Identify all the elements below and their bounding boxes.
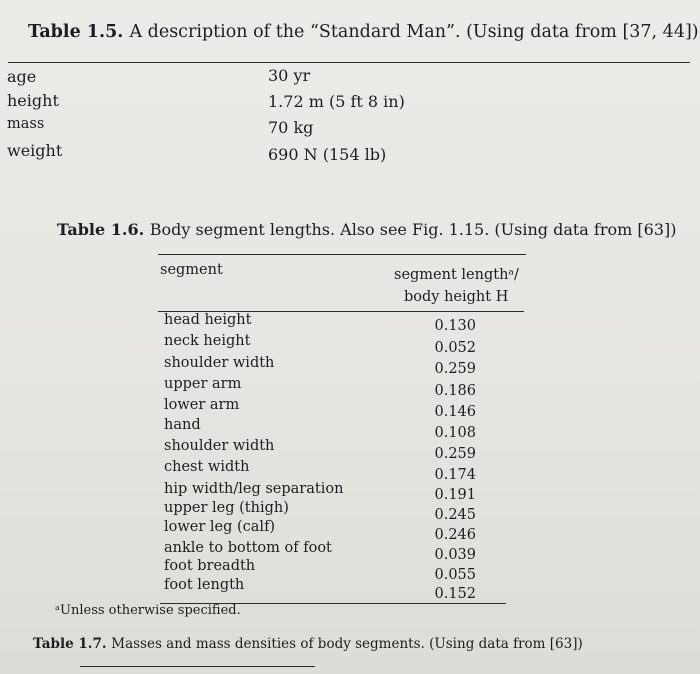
table-1-7-title: [33, 636, 583, 652]
table-1-6-footnote: ᵃUnless otherwise specified.: [55, 603, 241, 618]
segment-ratio: 0.259: [434, 361, 476, 377]
segment-ratio: 0.146: [434, 404, 476, 420]
segment-name: lower leg (calf): [164, 519, 276, 535]
table-1-5-row-value: 1.72 m (5 ft 8 in): [268, 92, 405, 111]
segment-ratio: 0.259: [434, 446, 476, 462]
table-1-6-title: [57, 220, 676, 239]
table-1-5-row-value: 70 kg: [268, 118, 314, 137]
table-1-5-row-label: weight: [7, 141, 63, 160]
table-1-5-label: Table 1.5.: [28, 22, 124, 42]
table-1-5-title: [28, 22, 699, 42]
table-1-5-row-value: 30 yr: [268, 66, 311, 85]
segment-name: head height: [164, 312, 252, 328]
segment-ratio: 0.052: [434, 340, 476, 356]
segment-column-header: segment: [160, 262, 223, 278]
segment-ratio: 0.152: [434, 586, 476, 602]
segment-ratio: 0.186: [434, 383, 476, 399]
table-1-7-label: Table 1.7.: [33, 636, 107, 652]
table-1-5-row-value: 690 N (154 lb): [268, 145, 387, 164]
segment-name: chest width: [164, 459, 250, 475]
segment-name: shoulder width: [164, 355, 275, 371]
length-column-header-line1: segment lengthᵃ/: [394, 267, 519, 283]
length-column-header-line2: body height H: [404, 289, 509, 305]
segment-name: foot length: [164, 577, 245, 593]
table-1-6-caption: Body segment lengths. Also see Fig. 1.15. (Using data from [63]): [149, 220, 677, 239]
segment-name: foot breadth: [164, 558, 256, 574]
segment-name: ankle to bottom of foot: [164, 540, 332, 556]
table-1-6-label: Table 1.6.: [57, 220, 145, 239]
segment-ratio: 0.108: [434, 425, 476, 441]
segment-name: upper arm: [164, 376, 242, 392]
segment-ratio: 0.055: [434, 567, 476, 583]
table-1-5-row-label: height: [7, 91, 59, 110]
segment-name: shoulder width: [164, 438, 275, 454]
segment-ratio: 0.245: [434, 507, 476, 523]
segment-ratio: 0.191: [434, 487, 476, 503]
segment-ratio: 0.130: [434, 318, 476, 334]
segment-ratio: 0.174: [434, 467, 476, 483]
table-1-5-row-label: mass: [7, 116, 45, 132]
segment-name: upper leg (thigh): [164, 500, 289, 516]
table-1-5-caption: A description of the “Standard Man”. (Using data from [37, 44]): [129, 22, 699, 42]
table-1-6-top-rule: [158, 254, 526, 255]
segment-ratio: 0.246: [434, 527, 476, 543]
table-1-7-caption: Masses and mass densities of body segments. (Using data from [63]): [111, 636, 583, 652]
table-1-7-rule: [80, 666, 315, 667]
table-1-5-row-label: age: [7, 67, 37, 86]
table-1-5-rule: [8, 62, 690, 63]
segment-name: hand: [164, 417, 201, 433]
segment-name: neck height: [164, 333, 251, 349]
segment-name: hip width/leg separation: [164, 481, 344, 497]
segment-ratio: 0.039: [434, 547, 476, 563]
segment-name: lower arm: [164, 397, 240, 413]
